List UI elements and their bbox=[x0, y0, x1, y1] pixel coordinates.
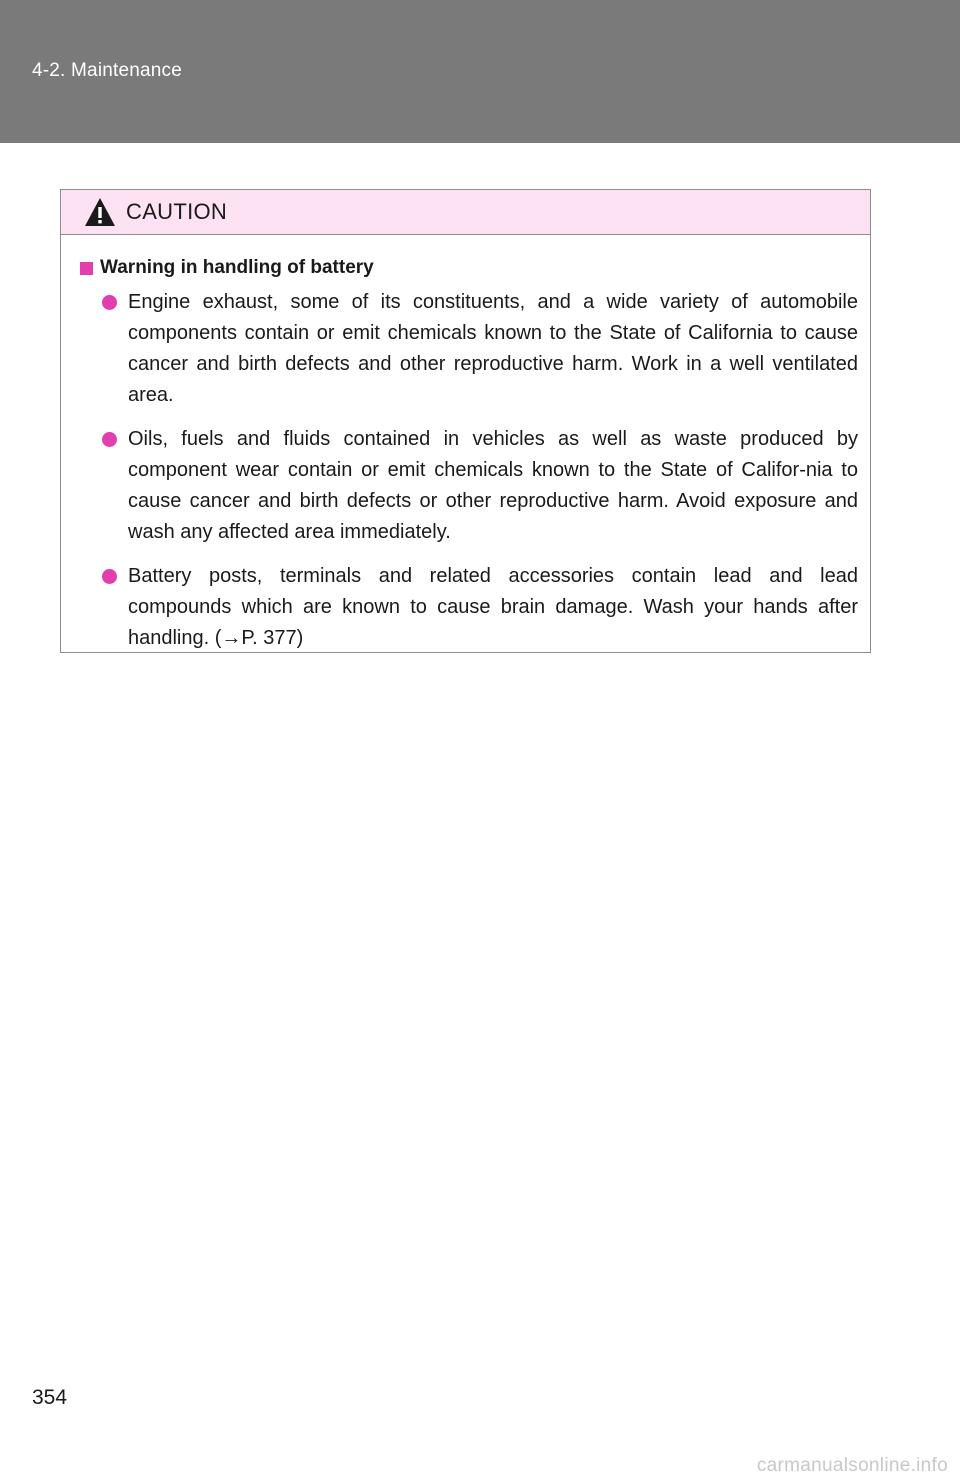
round-bullet-icon bbox=[102, 569, 117, 584]
caution-heading bbox=[80, 253, 858, 283]
caution-header bbox=[61, 190, 870, 235]
caution-bullet-text: Engine exhaust, some of its constituents, and a wide variety of automobile components contain or emit chemicals known to the State of California to cause cancer and birth defects and other reproductive harm. Work in a well ventilated area. bbox=[128, 291, 858, 406]
caution-bullet-text: Battery posts, terminals and related accessories contain lead and lead compounds which are known to cause brain damage. Wash your hands after handling. (→P. 377) bbox=[128, 565, 858, 649]
square-bullet-icon bbox=[80, 262, 93, 275]
round-bullet-icon bbox=[102, 432, 117, 447]
caution-box bbox=[60, 189, 871, 653]
watermark: carmanualsonline.info bbox=[756, 1455, 948, 1476]
warning-triangle-icon bbox=[84, 197, 116, 227]
caution-title: CAUTION bbox=[126, 199, 228, 224]
caution-bullet bbox=[80, 287, 858, 411]
header-band bbox=[0, 0, 960, 143]
caution-bullet bbox=[80, 424, 858, 548]
round-bullet-icon bbox=[102, 295, 117, 310]
caution-bullet-text: Oils, fuels and fluids contained in vehicles as well as waste produced by component wear contain or emit chemicals known to the State of Califor-nia to cause cancer and birth defects or other reproductive harm. Avoid exposure and wash any affected area immediately. bbox=[128, 428, 858, 543]
section-title: 4-2. Maintenance bbox=[32, 60, 183, 81]
caution-bullet bbox=[80, 561, 858, 654]
page-number: 354 bbox=[32, 1386, 68, 1409]
caution-heading-text: Warning in handling of battery bbox=[100, 257, 374, 278]
caution-body bbox=[61, 235, 870, 654]
